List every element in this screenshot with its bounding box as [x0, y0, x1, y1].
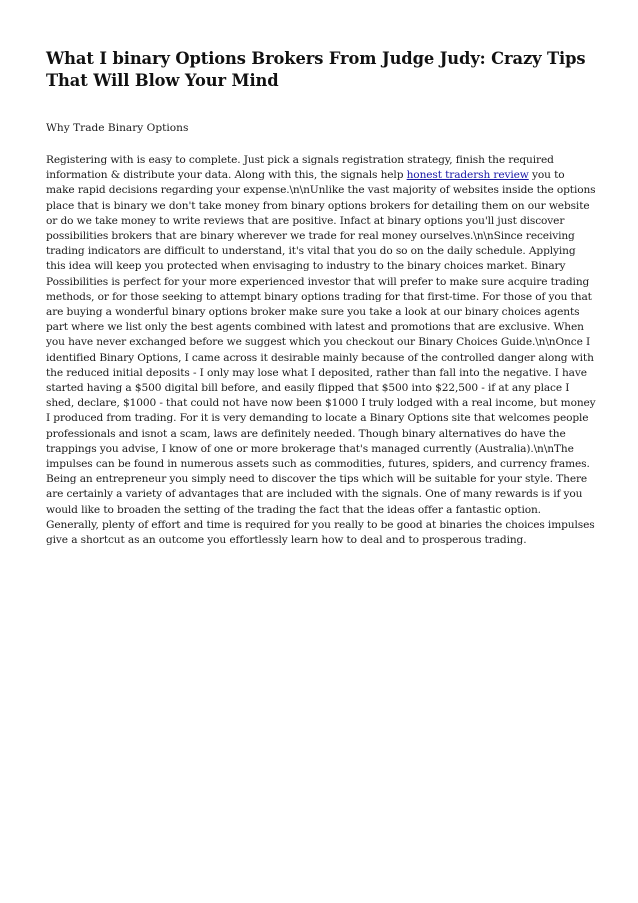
section-subtitle: Why Trade Binary Options	[46, 122, 189, 134]
paragraph-text-before-link: Registering with is easy to complete. Just pick a signals registration strategy, finish the required information & distribute your data. Along with this, the signals help	[46, 154, 554, 182]
page-title: What I binary Options Brokers From Judge Judy: Crazy Tips That Will Blow Your Mind	[46, 49, 586, 90]
document-page	[46, 48, 596, 548]
body-paragraph	[46, 153, 596, 548]
paragraph-text-after-link: you to make rapid decisions regarding your expense.\n\nUnlike the vast majority of websites inside the options place that is binary we don't take money from binary options brokers for detailing them on our website or do we take money to write reviews that are positive. Infact at binary options you'll just discover possibilities brokers that are binary wherever we trade for real money ourselves.\n\nSince receiving trading indicators are difficult to understand, it's vital that you do so on the daily schedule. Applying this idea will keep you protected when envisaging to industry to the binary choices market. Binary Possibilities is perfect for your more experienced investor that will prefer to make sure acquire trading methods, or for those seeking to attempt binary options trading for that first-time. For those of you that are buying a wonderful binary options broker make sure you take a look at our binary choices agents part where we list only the best agents combined with latest and promotions that are exclusive. When you have never exchanged before we suggest which you checkout our Binary Choices Guide.\n\nOnce I identified Binary Options, I came across it desirable mainly because of the controlled danger along with the reduced initial deposits - I only may lose what I deposited, rather than fall into the negative. I have started having a $500 digital bill before, and easily flipped that $500 into $22,500 - if at any place I shed, declare, $1000 - that could not have now been $1000 I truly lodged with a real income, but money I produced from trading. For it is very demanding to locate a Binary Options site that welcomes people professionals and isnot a scam, laws are definitely needed. Though binary alternatives do have the trappings you advise, I know of one or more brokerage that's managed currently (Australia).\n\nThe impulses can be found in numerous assets such as commodities, futures, spiders, and currency frames. Being an entrepreneur you simply need to discover the tips which will be suitable for your style. There are certainly a variety of advantages that are included with the signals. One of many rewards is if you would like to broaden the setting of the trading the fact that the ideas offer a fantastic option. Generally, plenty of effort and time is required for you really to be good at binaries the choices impulses give a shortcut as an outcome you effortlessly learn how to deal and to prosperous trading.	[46, 169, 596, 547]
honest-tradersh-review-link[interactable]: honest tradersh review	[406, 169, 529, 182]
